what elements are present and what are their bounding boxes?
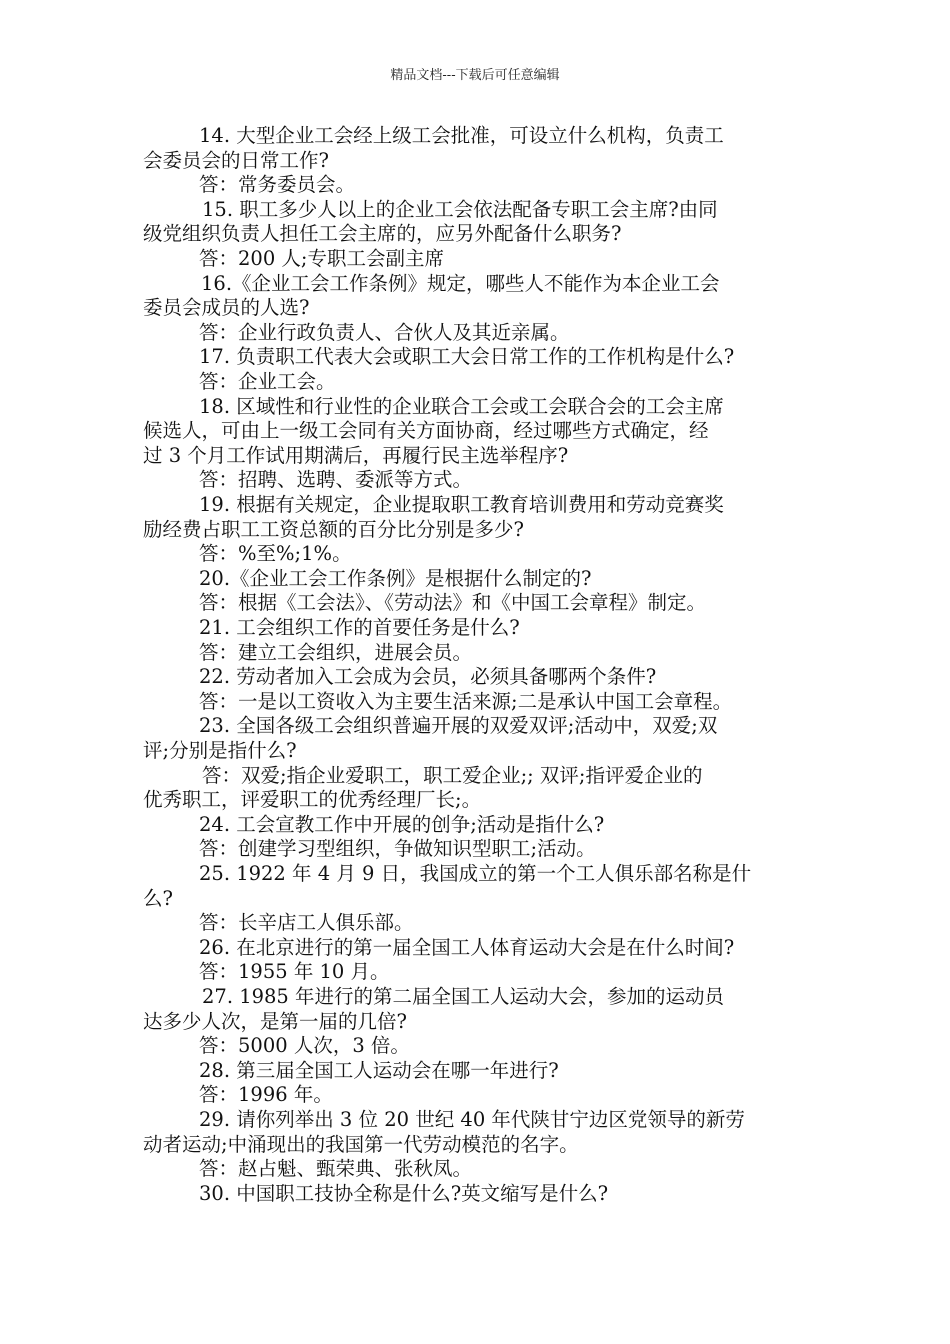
text-line: 25. 1922 年 4 月 9 日，我国成立的第一个工人俱乐部名称是什 [199, 862, 752, 885]
text-line: 励经费占职工工资总额的百分比分别是多少? [143, 517, 524, 541]
text-line: 24. 工会宣教工作中开展的创争;活动是指什么? [199, 812, 605, 836]
text-line: 23. 全国各级工会组织普遍开展的双爱双评;活动中，双爱;双 [199, 714, 718, 738]
text-line: 动者运动;中涌现出的我国第一代劳动模范的名字。 [143, 1132, 579, 1156]
text-line: 会委员会的日常工作? [143, 148, 329, 172]
page-header: 精品文档---下载后可任意编辑 [390, 68, 560, 83]
text-line: 15. 职工多少人以上的企业工会依法配备专职工会主席?由同 [202, 197, 718, 221]
text-line: 委员会成员的人选? [143, 296, 310, 320]
text-line: 答：招聘、选聘、委派等方式。 [199, 468, 473, 492]
text-line: 优秀职工，评爱职工的优秀经理厂长;。 [143, 788, 482, 812]
text-line: 答：创建学习型组织，争做知识型职工;活动。 [199, 837, 596, 861]
text-line: 答：建立工会组织，进展会员。 [199, 640, 473, 664]
text-line: 20.《企业工会工作条例》是根据什么制定的? [199, 566, 592, 590]
text-line: 达多少人次，是第一届的几倍? [143, 1009, 407, 1033]
text-line: 18. 区域性和行业性的企业联合工会或工会联合会的工会主席 [199, 394, 724, 418]
text-line: 17. 负责职工代表大会或职工大会日常工作的工作机构是什么? [199, 345, 735, 369]
text-line: 答：200 人;专职工会副主席 [199, 247, 444, 270]
text-line: 14. 大型企业工会经上级工会批准，可设立什么机构，负责工 [199, 124, 724, 147]
text-line: 答：1955 年 10 月。 [199, 960, 390, 984]
text-line: 答：常务委员会。 [199, 173, 356, 197]
text-line: 22. 劳动者加入工会成为会员，必须具备哪两个条件? [199, 665, 657, 689]
text-line: 19. 根据有关规定，企业提取职工教育培训费用和劳动竞赛奖 [199, 493, 724, 516]
text-line: 级党组织负责人担任工会主席的，应另外配备什么职务? [143, 222, 622, 246]
text-line: 26. 在北京进行的第一届全国工人体育运动大会是在什么时间? [199, 935, 735, 959]
text-line: 28. 第三届全国工人运动会在哪一年进行? [199, 1058, 559, 1082]
text-line: 16.《企业工会工作条例》规定，哪些人不能作为本企业工会 [201, 271, 720, 295]
text-line: 答：1996 年。 [199, 1083, 333, 1107]
text-line: 答：赵占魁、甄荣典、张秋凤。 [199, 1157, 473, 1181]
text-line: 评;分别是指什么? [143, 739, 297, 762]
text-line: 30. 中国职工技协全称是什么?英文缩写是什么? [199, 1181, 609, 1205]
text-line: 过 3 个月工作试用期满后，再履行民主选举程序? [143, 443, 569, 467]
text-line: 么? [143, 886, 173, 910]
text-line: 答：一是以工资收入为主要生活来源;二是承认中国工会章程。 [199, 689, 733, 713]
text-line: 答：根据《工会法》、《劳动法》和《中国工会章程》制定。 [199, 591, 707, 615]
text-line: 答：企业行政负责人、合伙人及其近亲属。 [199, 320, 570, 344]
text-line: 答：%至%;1%。 [199, 542, 352, 566]
text-line: 29. 请你列举出 3 位 20 世纪 40 年代陕甘宁边区党领导的新劳 [199, 1108, 745, 1131]
text-line: 候选人，可由上一级工会同有关方面协商，经过哪些方式确定，经 [143, 419, 709, 443]
text-line: 答：企业工会。 [199, 370, 336, 393]
text-line: 21. 工会组织工作的首要任务是什么? [199, 616, 520, 639]
text-line: 27. 1985 年进行的第二届全国工人运动大会，参加的运动员 [202, 985, 725, 1008]
text-line: 答：5000 人次，3 倍。 [199, 1034, 410, 1058]
text-line: 答：双爱;指企业爱职工，职工爱企业;; 双评;指评爱企业的 [202, 763, 703, 787]
text-line: 答：长辛店工人俱乐部。 [199, 911, 414, 935]
